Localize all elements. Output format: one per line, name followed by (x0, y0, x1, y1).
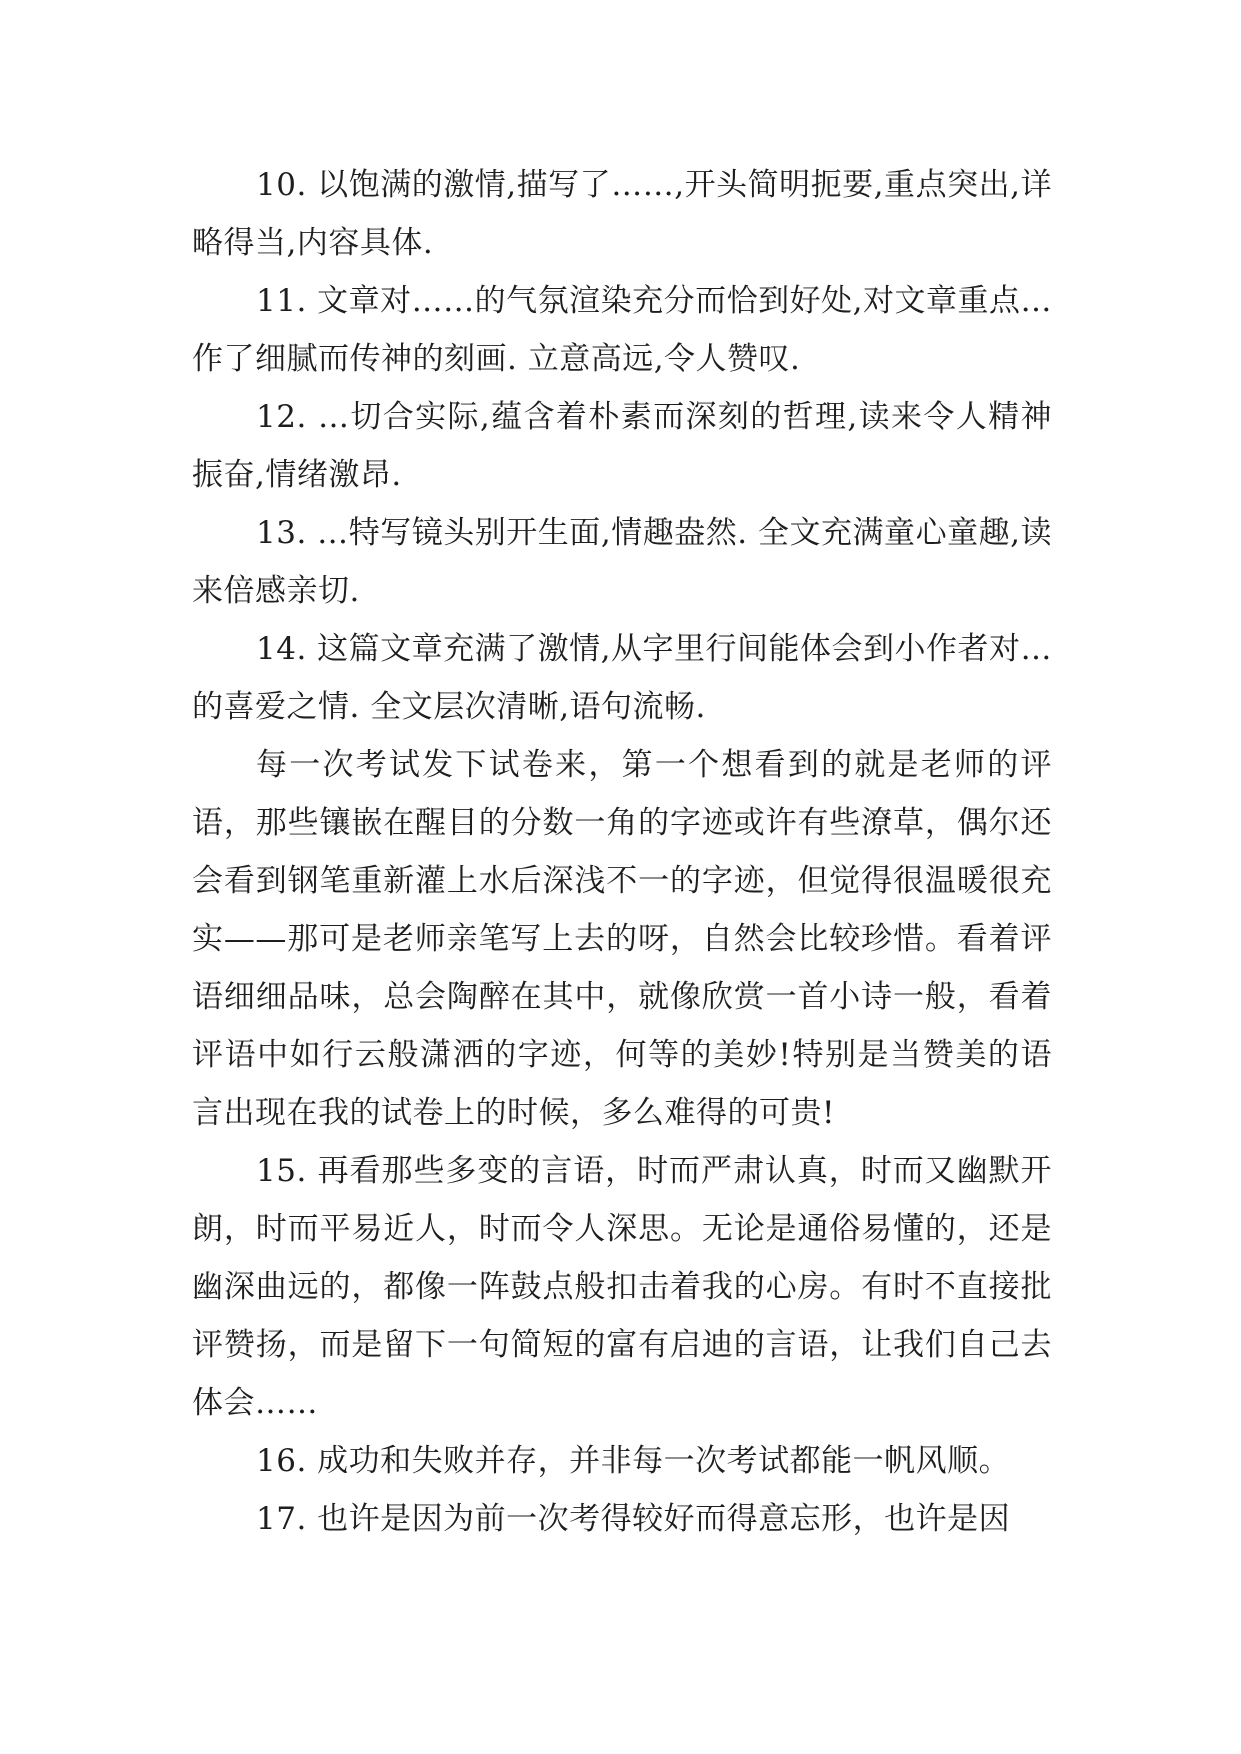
paragraph-15: 15. 再看那些多变的言语，时而严肃认真，时而又幽默开朗，时而平易近人，时而令人深思。无论是通俗易懂的，还是幽深曲远的，都像一阵鼓点般扣击着我的心房。有时不直接批评赞扬，而是留下一句简短的富有启迪的言语，让我们自己去体会…… (192, 1153, 1052, 1421)
paragraph-12: 12. …切合实际,蕴含着朴素而深刻的哲理,读来令人精神振奋,情绪激昂. (192, 399, 1052, 493)
document-body (192, 156, 1052, 1548)
paragraph-exam-comments: 每一次考试发下试卷来，第一个想看到的就是老师的评语，那些镶嵌在醒目的分数一角的字迹或许有些潦草，偶尔还会看到钢笔重新灌上水后深浅不一的字迹，但觉得很温暖很充实——那可是老师亲笔写上去的呀，自然会比较珍惜。看着评语细细品味，总会陶醉在其中，就像欣赏一首小诗一般，看着评语中如行云般潇洒的字迹，何等的美妙!特别是当赞美的语言出现在我的试卷上的时候，多么难得的可贵! (192, 747, 1052, 1131)
paragraph-17: 17. 也许是因为前一次考得较好而得意忘形，也许是因 (256, 1501, 1011, 1537)
paragraph-11: 11. 文章对……的气氛渲染充分而恰到好处,对文章重点…作了细腻而传神的刻画. 立意高远,令人赞叹. (192, 283, 1053, 377)
paragraph-16: 16. 成功和失败并存，并非每一次考试都能一帆风顺。 (256, 1443, 1011, 1479)
paragraph-14: 14. 这篇文章充满了激情,从字里行间能体会到小作者对…的喜爱之情. 全文层次清晰,语句流畅. (192, 631, 1053, 725)
paragraph-10: 10. 以饱满的激情,描写了……,开头简明扼要,重点突出,详略得当,内容具体. (192, 167, 1052, 261)
paragraph-13: 13. …特写镜头别开生面,情趣盎然. 全文充满童心童趣,读来倍感亲切. (192, 515, 1052, 609)
